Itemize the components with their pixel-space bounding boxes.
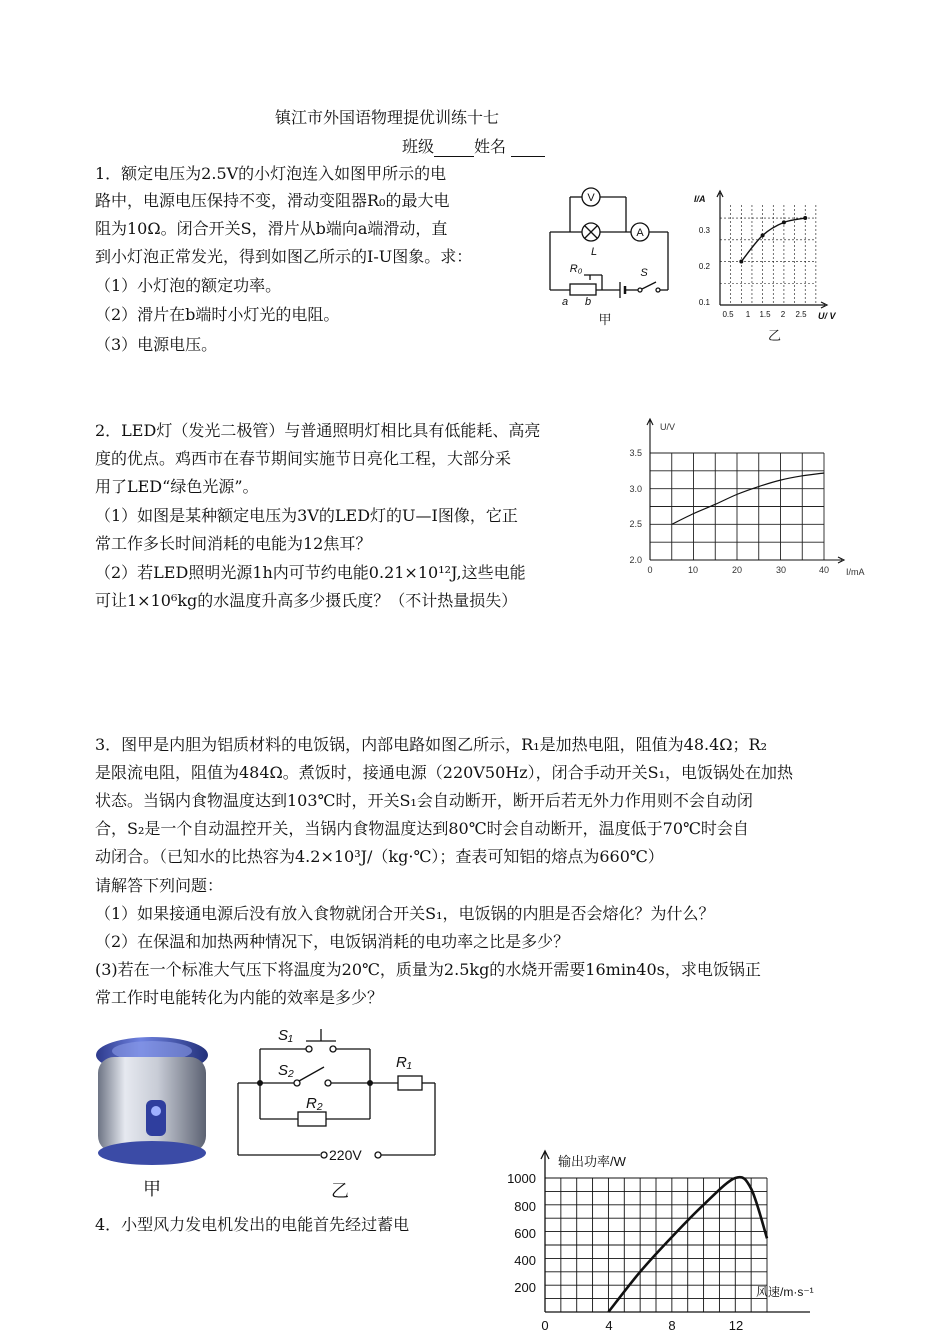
end-b-label: b bbox=[584, 296, 592, 308]
q4-xtick: 0 bbox=[541, 1318, 549, 1333]
class-label: 班级 bbox=[402, 137, 435, 156]
q1-grid bbox=[720, 205, 816, 305]
q1-sub-2: （2）滑片在b端时小灯光的电阻。 bbox=[95, 305, 340, 324]
q4-ytick: 800 bbox=[514, 1199, 536, 1214]
q1-ytick: 0.3 bbox=[698, 226, 710, 235]
q2-sub-1b: 常工作多长时间消耗的电能为12焦耳？ bbox=[95, 534, 372, 553]
q1-xtick: 0.5 bbox=[722, 310, 734, 319]
q1-ytick: 0.1 bbox=[698, 298, 710, 307]
q1-line-2: 路中，电源电压保持不变，滑动变阻器R₀的最大电 bbox=[95, 191, 450, 210]
q2-sub-1a: （1）如图是某种额定电压为3V的LED灯的U—I图像，它正 bbox=[95, 506, 518, 525]
q2-ytick: 3.5 bbox=[629, 448, 642, 458]
q2-xtick: 0 bbox=[647, 565, 653, 575]
q4-line-1: 4．小型风力发电机发出的电能首先经过蓄电 bbox=[95, 1215, 410, 1234]
q4-ytick: 400 bbox=[514, 1253, 536, 1268]
q3-sub-3b: 常工作时电能转化为内能的效率是多少？ bbox=[95, 988, 384, 1007]
q2-x-axis-label: I/mA bbox=[846, 567, 865, 577]
q1-data-point bbox=[739, 260, 743, 264]
q3-line-5: 动闭合。（已知水的比热容为4.2×10³J/（kg·℃）；查表可知铝的熔点为660℃） bbox=[95, 847, 664, 866]
q1-ytick: 0.2 bbox=[698, 262, 710, 271]
q1-line-4: 到小灯泡正常发光，得到如图乙所示的I-U图象。求： bbox=[95, 247, 473, 266]
q4-power-graph bbox=[500, 1148, 860, 1342]
q1-circuit-diagram bbox=[540, 180, 690, 330]
q2-xtick: 30 bbox=[775, 565, 787, 575]
q2-xtick: 10 bbox=[687, 565, 699, 575]
graph-caption-yi: 乙 bbox=[768, 328, 782, 343]
q2-line-1: 2．LED灯（发光二极管）与普通照明灯相比具有低能耗、高亮 bbox=[95, 421, 541, 440]
r1-label: R₁ bbox=[396, 1054, 412, 1071]
student-info bbox=[402, 136, 545, 157]
s1-label: S₁ bbox=[278, 1027, 293, 1044]
voltmeter-label: V bbox=[587, 192, 595, 204]
q1-line-3: 阻为10Ω。闭合开关S，滑片从b端向a端滑动，直 bbox=[95, 219, 448, 238]
q1-y-axis-label: I/A bbox=[694, 194, 706, 204]
circuit-caption-jia: 甲 bbox=[598, 312, 612, 327]
q2-xtick: 20 bbox=[731, 565, 743, 575]
q4-xtick: 8 bbox=[668, 1318, 676, 1333]
q2-sub-2b: 可让1×10⁶kg的水温度升高多少摄氏度？（不计热量损失） bbox=[95, 591, 518, 610]
q2-xtick: 40 bbox=[818, 565, 830, 575]
q3-line-1: 3．图甲是内胆为铝质材料的电饭锅，内部电路如图乙所示，R₁是加热电阻，阻值为48.4Ω；R₂ bbox=[95, 735, 767, 754]
q1-xtick: 2.5 bbox=[795, 310, 807, 319]
q4-ytick: 200 bbox=[514, 1280, 536, 1295]
rice-cooker-image bbox=[90, 1025, 220, 1205]
q2-ui-graph bbox=[620, 415, 880, 585]
r2-label: R₂ bbox=[306, 1095, 323, 1112]
q1-data-point bbox=[803, 216, 807, 220]
ammeter-label: A bbox=[636, 227, 644, 239]
page-title: 镇江市外国语物理提优训练十七 bbox=[275, 108, 500, 127]
q4-ytick: 600 bbox=[514, 1226, 536, 1241]
q3-sub-1: （1）如果接通电源后没有放入食物就闭合开关S₁，电饭锅的内胆是否会熔化？为什么？ bbox=[95, 904, 715, 923]
q1-data-point bbox=[782, 220, 786, 224]
source-label: 220V bbox=[329, 1147, 362, 1163]
q3-sub-3a: (3)若在一个标准大气压下将温度为20℃，质量为2.5kg的水烧开需要16min40s，求电饭锅正 bbox=[95, 960, 761, 979]
q2-line-2: 度的优点。鸡西市在春节期间实施节日亮化工程，大部分采 bbox=[95, 449, 512, 468]
name-blank[interactable] bbox=[511, 136, 545, 157]
lamp-label: L bbox=[590, 246, 598, 258]
q3-line-2: 是限流电阻，阻值为484Ω。煮饭时，接通电源（220V50Hz），闭合手动开关S₁，电饭锅处在加热 bbox=[95, 763, 794, 782]
circuit-caption-yi: 乙 bbox=[331, 1181, 349, 1201]
q1-iu-graph bbox=[690, 185, 860, 345]
name-label: 姓名 bbox=[474, 137, 507, 156]
q2-ytick: 2.0 bbox=[629, 555, 642, 565]
q3-line-3: 状态。当锅内食物温度达到103℃时，开关S₁会自动断开，断开后若无外力作用则不会自动闭 bbox=[95, 791, 753, 810]
q4-xtick: 12 bbox=[728, 1318, 744, 1333]
end-a-label: a bbox=[561, 296, 569, 308]
class-blank[interactable] bbox=[434, 136, 474, 157]
s2-label: S₂ bbox=[278, 1062, 294, 1079]
q3-sub-2: （2）在保温和加热两种情况下，电饭锅消耗的电功率之比是多少？ bbox=[95, 932, 570, 951]
q4-y-axis-label: 输出功率/W bbox=[558, 1154, 626, 1169]
q2-sub-2a: （2）若LED照明光源1h内可节约电能0.21×10¹²J,这些电能 bbox=[95, 563, 526, 582]
q3-line-4: 合，S₂是一个自动温控开关，当锅内食物温度达到80℃时会自动断开，温度低于70℃时会自 bbox=[95, 819, 749, 838]
rheostat-label: R₀ bbox=[569, 263, 583, 275]
q4-x-axis-label: 风速/m·s⁻¹ bbox=[756, 1285, 814, 1299]
q2-grid bbox=[650, 453, 824, 560]
q1-line-1: 1．额定电压为2.5V的小灯泡连入如图甲所示的电 bbox=[95, 164, 447, 183]
q1-xtick: 1.5 bbox=[759, 310, 771, 319]
q1-xtick: 1 bbox=[745, 310, 751, 319]
q1-sub-1: （1）小灯泡的额定功率。 bbox=[95, 276, 282, 295]
q2-line-3: 用了LED“绿色光源”。 bbox=[95, 477, 259, 496]
q3-line-6: 请解答下列问题： bbox=[95, 876, 224, 895]
q1-data-point bbox=[761, 233, 765, 237]
switch-label: S bbox=[640, 267, 648, 279]
q1-sub-3: （3）电源电压。 bbox=[95, 335, 218, 354]
q2-y-axis-label: U/V bbox=[660, 422, 676, 432]
q2-ytick: 3.0 bbox=[629, 484, 642, 494]
q3-circuit-diagram bbox=[230, 1015, 450, 1205]
q2-ui-curve bbox=[672, 473, 824, 524]
q4-grid bbox=[545, 1178, 767, 1312]
q1-xtick: 2 bbox=[780, 310, 786, 319]
q4-xtick: 4 bbox=[605, 1318, 613, 1333]
q2-ytick: 2.5 bbox=[629, 519, 642, 529]
q4-ytick: 1000 bbox=[507, 1171, 536, 1186]
photo-caption-jia: 甲 bbox=[143, 1179, 161, 1199]
q1-x-axis-label: U/ V bbox=[818, 311, 836, 321]
